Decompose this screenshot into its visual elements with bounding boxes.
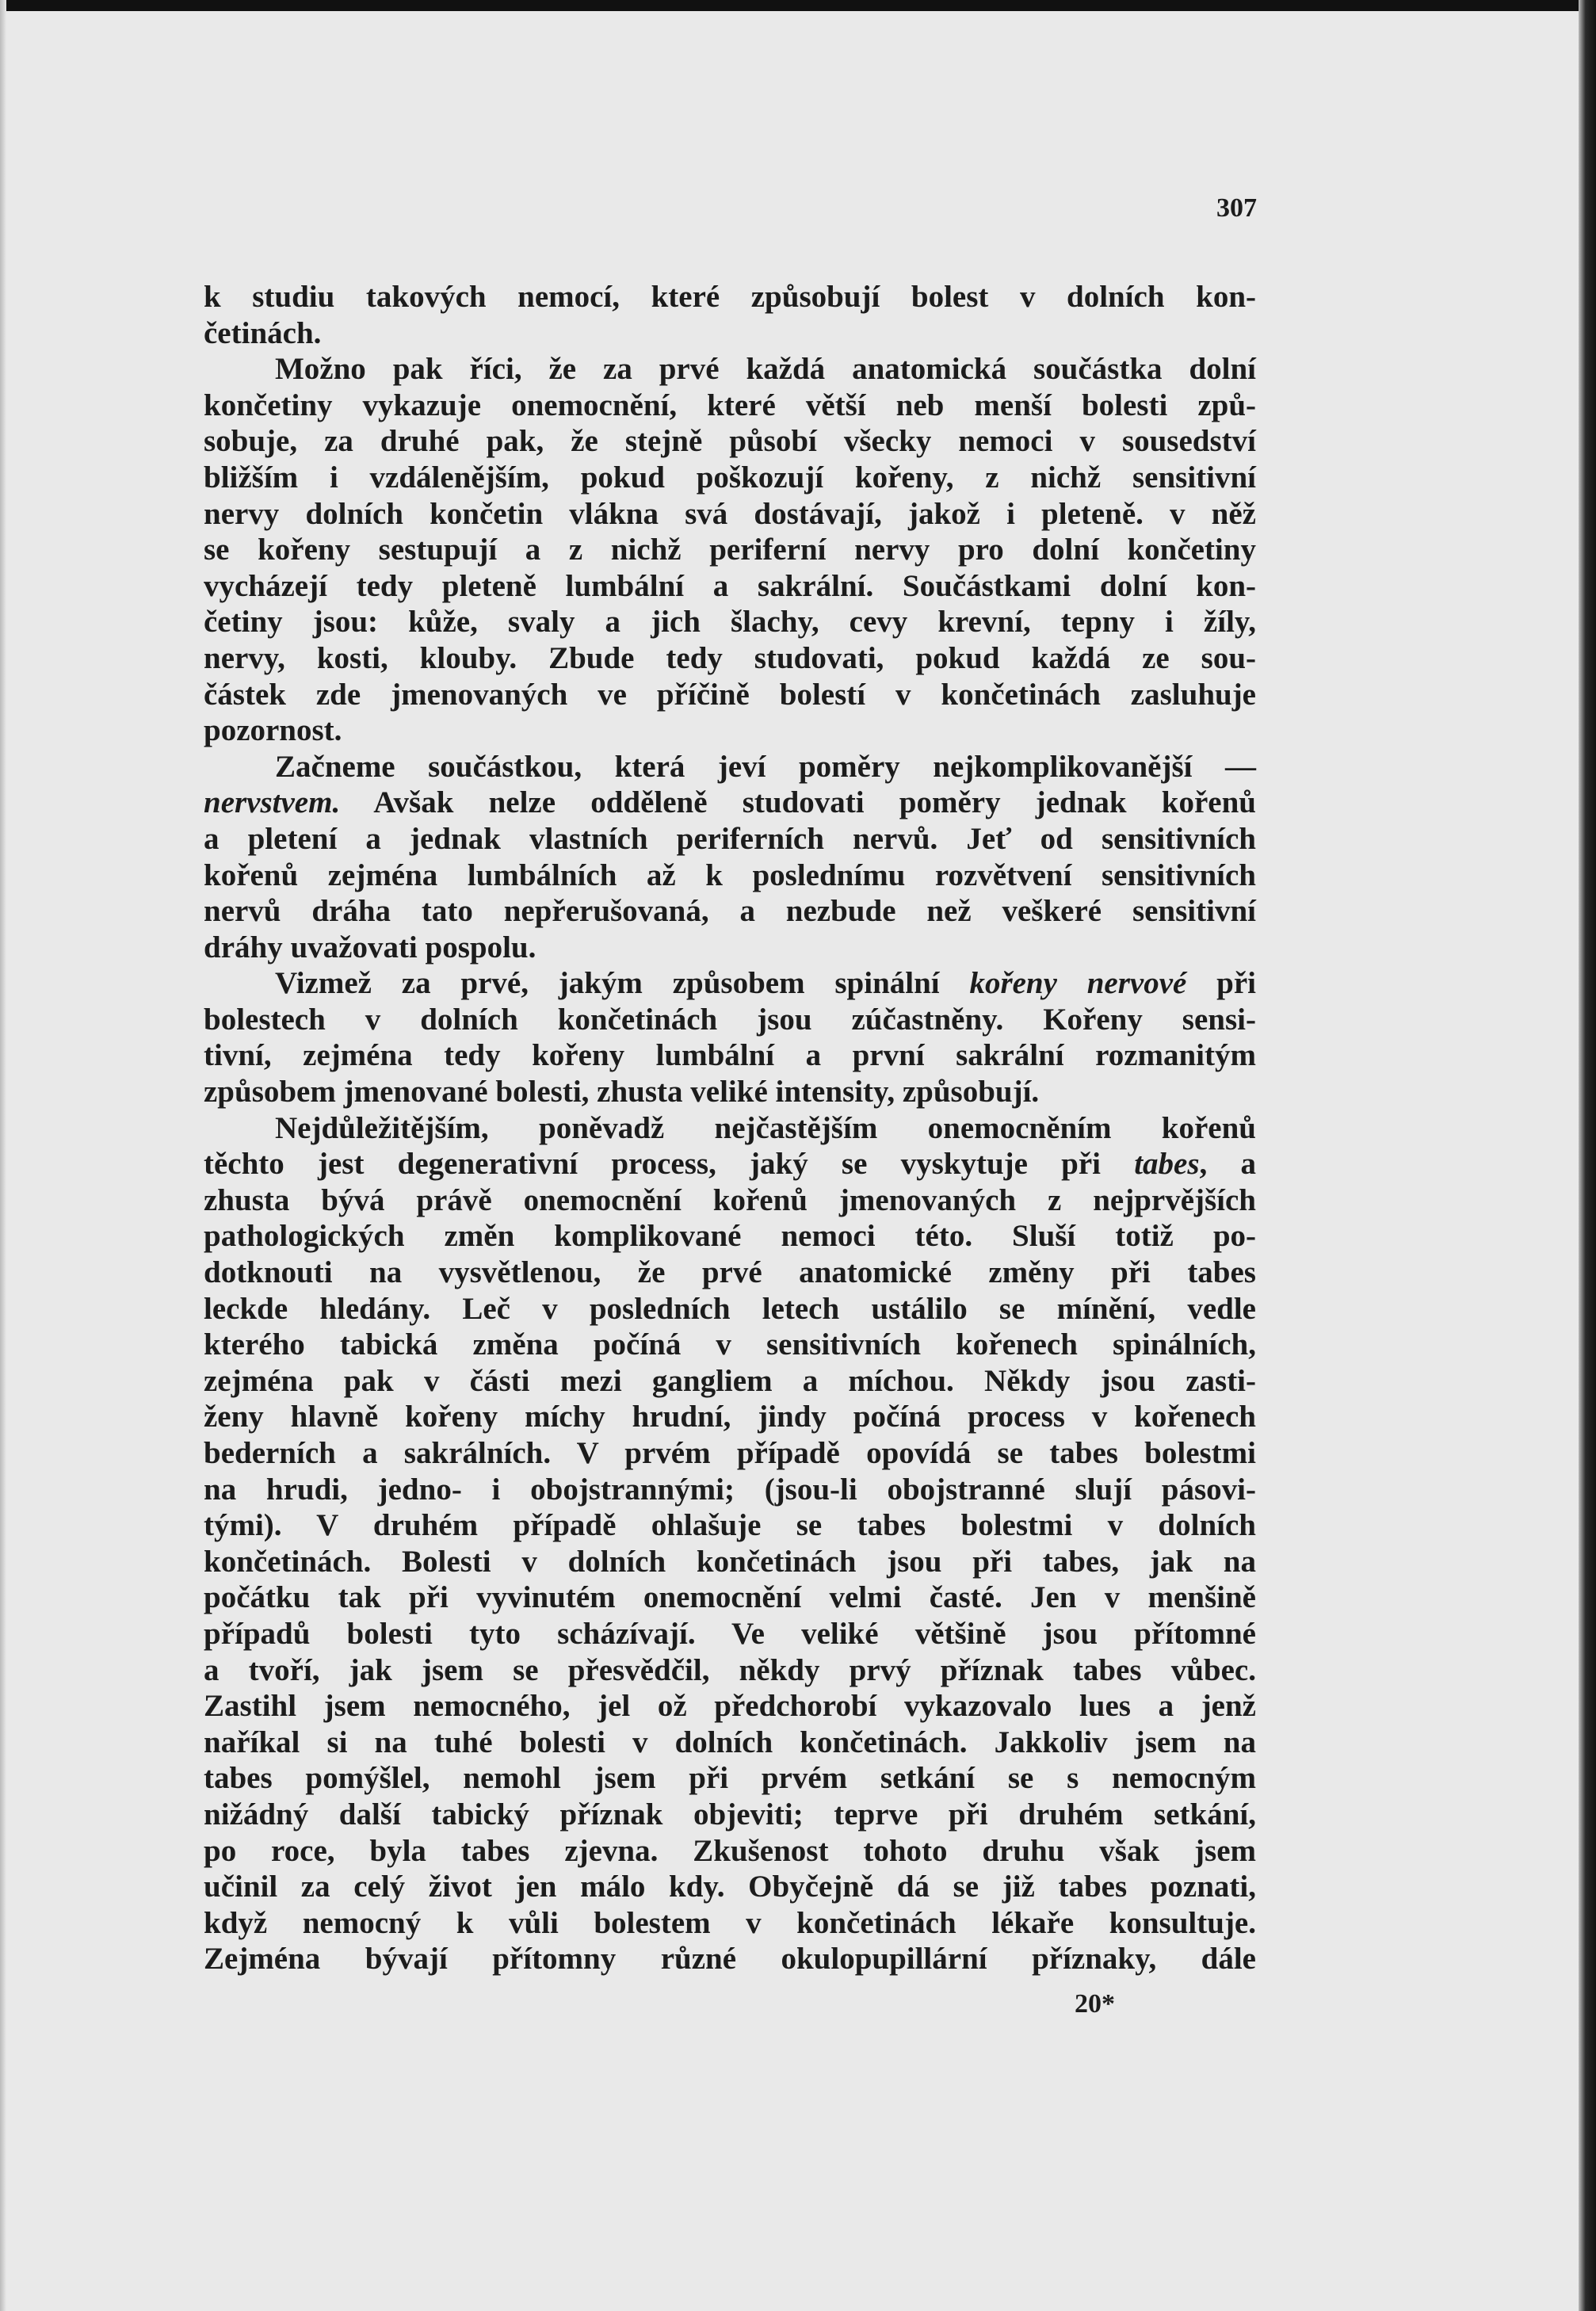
text-segment: vycházejí tedy pleteně lumbální a sakrální. Součástkami dolní kon- — [204, 568, 1256, 603]
text-segment: nervů dráha tato nepřerušovaná, a nezbude než veškeré sensitivní — [204, 894, 1256, 929]
text-segment: končetiny vykazuje onemocnění, které větší neb menší bolesti způ- — [204, 388, 1256, 422]
italic-emphasis: nervstvem. — [204, 785, 341, 820]
text-segment: na hrudi, jedno- i obojstrannými; (jsou-li obojstranné slují pásovi- — [204, 1472, 1256, 1507]
text-segment: případů bolesti tyto scházívají. Ve veliké většině jsou přítomné — [204, 1616, 1256, 1651]
text-line — [204, 1580, 1256, 1616]
scan-left-edge — [0, 0, 6, 2311]
text-line — [204, 1941, 1256, 1977]
text-line — [204, 1399, 1256, 1435]
text-segment: tými). V druhém případě ohlašuje se tabes bolestmi v dolních — [204, 1508, 1256, 1543]
text-line — [204, 1544, 1256, 1580]
text-segment: sobuje, za druhé pak, že stejně působí všecky nemoci v sousedství — [204, 424, 1256, 459]
text-segment: naříkal si na tuhé bolesti v dolních končetinách. Jakkoliv jsem na — [204, 1725, 1256, 1759]
italic-emphasis: kořeny nervové — [969, 966, 1187, 1001]
text-segment: četinách. — [204, 315, 322, 350]
text-line — [204, 1363, 1256, 1400]
signature-mark: 20* — [1075, 1989, 1115, 2019]
text-segment: bližším i vzdálenějším, pokud poškozují kořeny, z nichž sensitivní — [204, 460, 1256, 495]
text-line — [204, 568, 1256, 605]
text-line — [204, 423, 1256, 460]
text-line — [204, 1688, 1256, 1725]
text-segment: kterého tabická změna počíná v sensitivních kořenech spinálních, — [204, 1327, 1256, 1362]
text-line — [204, 1760, 1256, 1797]
text-line — [204, 1074, 1256, 1110]
text-segment: po roce, byla tabes zjevna. Zkušenost tohoto druhu však jsem — [204, 1833, 1256, 1868]
text-line — [204, 785, 1256, 821]
paragraph — [204, 749, 1256, 966]
text-segment: nižádný další tabický příznak objeviti; teprve při druhém setkání, — [204, 1797, 1256, 1832]
scan-right-edge — [1579, 0, 1596, 2311]
text-segment: končetinách. Bolesti v dolních končetinách jsou při tabes, jak na — [204, 1544, 1256, 1579]
text-segment: , a — [1199, 1147, 1257, 1182]
text-segment: četiny jsou: kůže, svaly a jich šlachy, cevy krevní, tepny i žíly, — [204, 605, 1256, 640]
text-segment: učinil za celý život jen málo kdy. Obyčejně dá se již tabes poznati, — [204, 1870, 1256, 1904]
text-segment: těchto jest degenerativní process, jaký se vyskytuje při — [204, 1147, 1135, 1182]
text-line — [204, 1725, 1256, 1761]
page-number: 307 — [1216, 193, 1257, 223]
text-line — [204, 930, 1256, 966]
text-line — [204, 1146, 1256, 1182]
text-line — [204, 858, 1256, 894]
text-line — [204, 640, 1256, 677]
text-line — [204, 1797, 1256, 1833]
text-line — [204, 315, 1256, 352]
text-line — [204, 712, 1256, 749]
text-segment: ženy hlavně kořeny míchy hrudní, jindy počíná process v kořenech — [204, 1400, 1256, 1434]
text-line — [204, 1435, 1256, 1472]
text-segment: při — [1186, 966, 1256, 1001]
text-segment: částek zde jmenovaných ve příčině bolestí v končetinách zasluhuje — [204, 677, 1256, 712]
text-line — [204, 893, 1256, 930]
text-line — [204, 677, 1256, 713]
text-segment: když nemocný k vůli bolestem v končetinách lékaře konsultuje. — [204, 1905, 1256, 1940]
text-segment: Začneme součástkou, která jeví poměry nejkomplikovanější — — [275, 749, 1256, 784]
text-line — [204, 1472, 1256, 1508]
text-segment: nervy, kosti, klouby. Zbude tedy studovati, pokud každá ze sou- — [204, 640, 1256, 675]
text-segment: Zejména bývají přítomny různé okulopupillární příznaky, dále — [204, 1942, 1256, 1977]
text-line — [204, 1905, 1256, 1942]
text-segment: Vizmež za prvé, jakým způsobem spinální — [275, 966, 970, 1001]
text-line — [204, 1218, 1256, 1255]
text-line — [204, 496, 1256, 533]
text-line — [204, 388, 1256, 424]
text-line — [204, 1255, 1256, 1291]
body-text — [204, 279, 1256, 1977]
text-segment: Zastihl jsem nemocného, jel ož předchorobí vykazovalo lues a jenž — [204, 1689, 1256, 1724]
text-segment: způsobem jmenované bolesti, zhusta veliké intensity, způsobují. — [204, 1075, 1040, 1110]
text-line — [204, 1110, 1256, 1147]
text-line — [204, 1182, 1256, 1219]
text-line — [204, 1327, 1256, 1363]
paragraph — [204, 965, 1256, 1110]
text-line — [204, 1616, 1256, 1652]
text-line — [204, 532, 1256, 568]
text-line — [204, 1507, 1256, 1544]
text-segment: bolestech v dolních končetinách jsou zúčastněny. Kořeny sensi- — [204, 1002, 1256, 1037]
text-line — [204, 1652, 1256, 1689]
text-line — [204, 351, 1256, 388]
text-segment: tivní, zejména tedy kořeny lumbální a první sakrální rozmanitým — [204, 1038, 1256, 1073]
text-segment: tabes pomýšlel, nemohl jsem při prvém setkání se s nemocným — [204, 1761, 1256, 1796]
text-line — [204, 1833, 1256, 1870]
text-segment: leckde hledány. Leč v posledních letech ustálilo se mínění, vedle — [204, 1291, 1256, 1326]
text-segment: zejména pak v části mezi gangliem a míchou. Někdy jsou zasti- — [204, 1363, 1256, 1398]
text-segment: bederních a sakrálních. V prvém případě opovídá se tabes bolestmi — [204, 1436, 1256, 1470]
text-line — [204, 1869, 1256, 1905]
text-segment: se kořeny sestupují a z nichž periferní nervy pro dolní končetiny — [204, 533, 1256, 567]
text-segment: k studiu takových nemocí, které způsobují bolest v dolních kon- — [204, 280, 1256, 314]
text-segment: počátku tak při vyvinutém onemocnění velmi časté. Jen v menšině — [204, 1580, 1256, 1615]
text-line — [204, 965, 1256, 1002]
text-line — [204, 1037, 1256, 1074]
text-line — [204, 821, 1256, 858]
text-segment: Možno pak říci, že za prvé každá anatomická součástka dolní — [275, 352, 1256, 387]
text-segment: nervy dolních končetin vlákna svá dostávají, jakož i pleteně. v něž — [204, 496, 1256, 531]
text-line — [204, 1291, 1256, 1327]
text-line — [204, 279, 1256, 315]
scan-top-edge — [0, 0, 1596, 11]
text-line — [204, 749, 1256, 785]
text-line — [204, 604, 1256, 640]
paragraph — [204, 279, 1256, 351]
text-line — [204, 460, 1256, 496]
text-segment: pozornost. — [204, 713, 342, 748]
text-segment: kořenů zejména lumbálních až k poslednímu rozvětvení sensitivních — [204, 858, 1256, 892]
italic-emphasis: tabes — [1134, 1147, 1200, 1182]
text-segment: a pletení a jednak vlastních periferních nervů. Jeť od sensitivních — [204, 821, 1256, 856]
text-segment: pathologických změn komplikované nemoci této. Sluší totiž po- — [204, 1219, 1256, 1254]
text-segment: dráhy uvažovati pospolu. — [204, 930, 536, 965]
text-segment: dotknouti na vysvětlenou, že prvé anatomické změny při tabes — [204, 1255, 1256, 1290]
text-segment: Avšak nelze odděleně studovati poměry jednak kořenů — [340, 785, 1256, 820]
text-segment: zhusta bývá právě onemocnění kořenů jmenovaných z nejprvějších — [204, 1182, 1256, 1217]
text-segment: Nejdůležitějším, poněvadž nejčastějším onemocněním kořenů — [275, 1110, 1256, 1145]
paragraph — [204, 1110, 1256, 1977]
text-line — [204, 1002, 1256, 1038]
paragraph — [204, 351, 1256, 749]
text-segment: a tvoří, jak jsem se přesvědčil, někdy prvý příznak tabes vůbec. — [204, 1652, 1256, 1687]
